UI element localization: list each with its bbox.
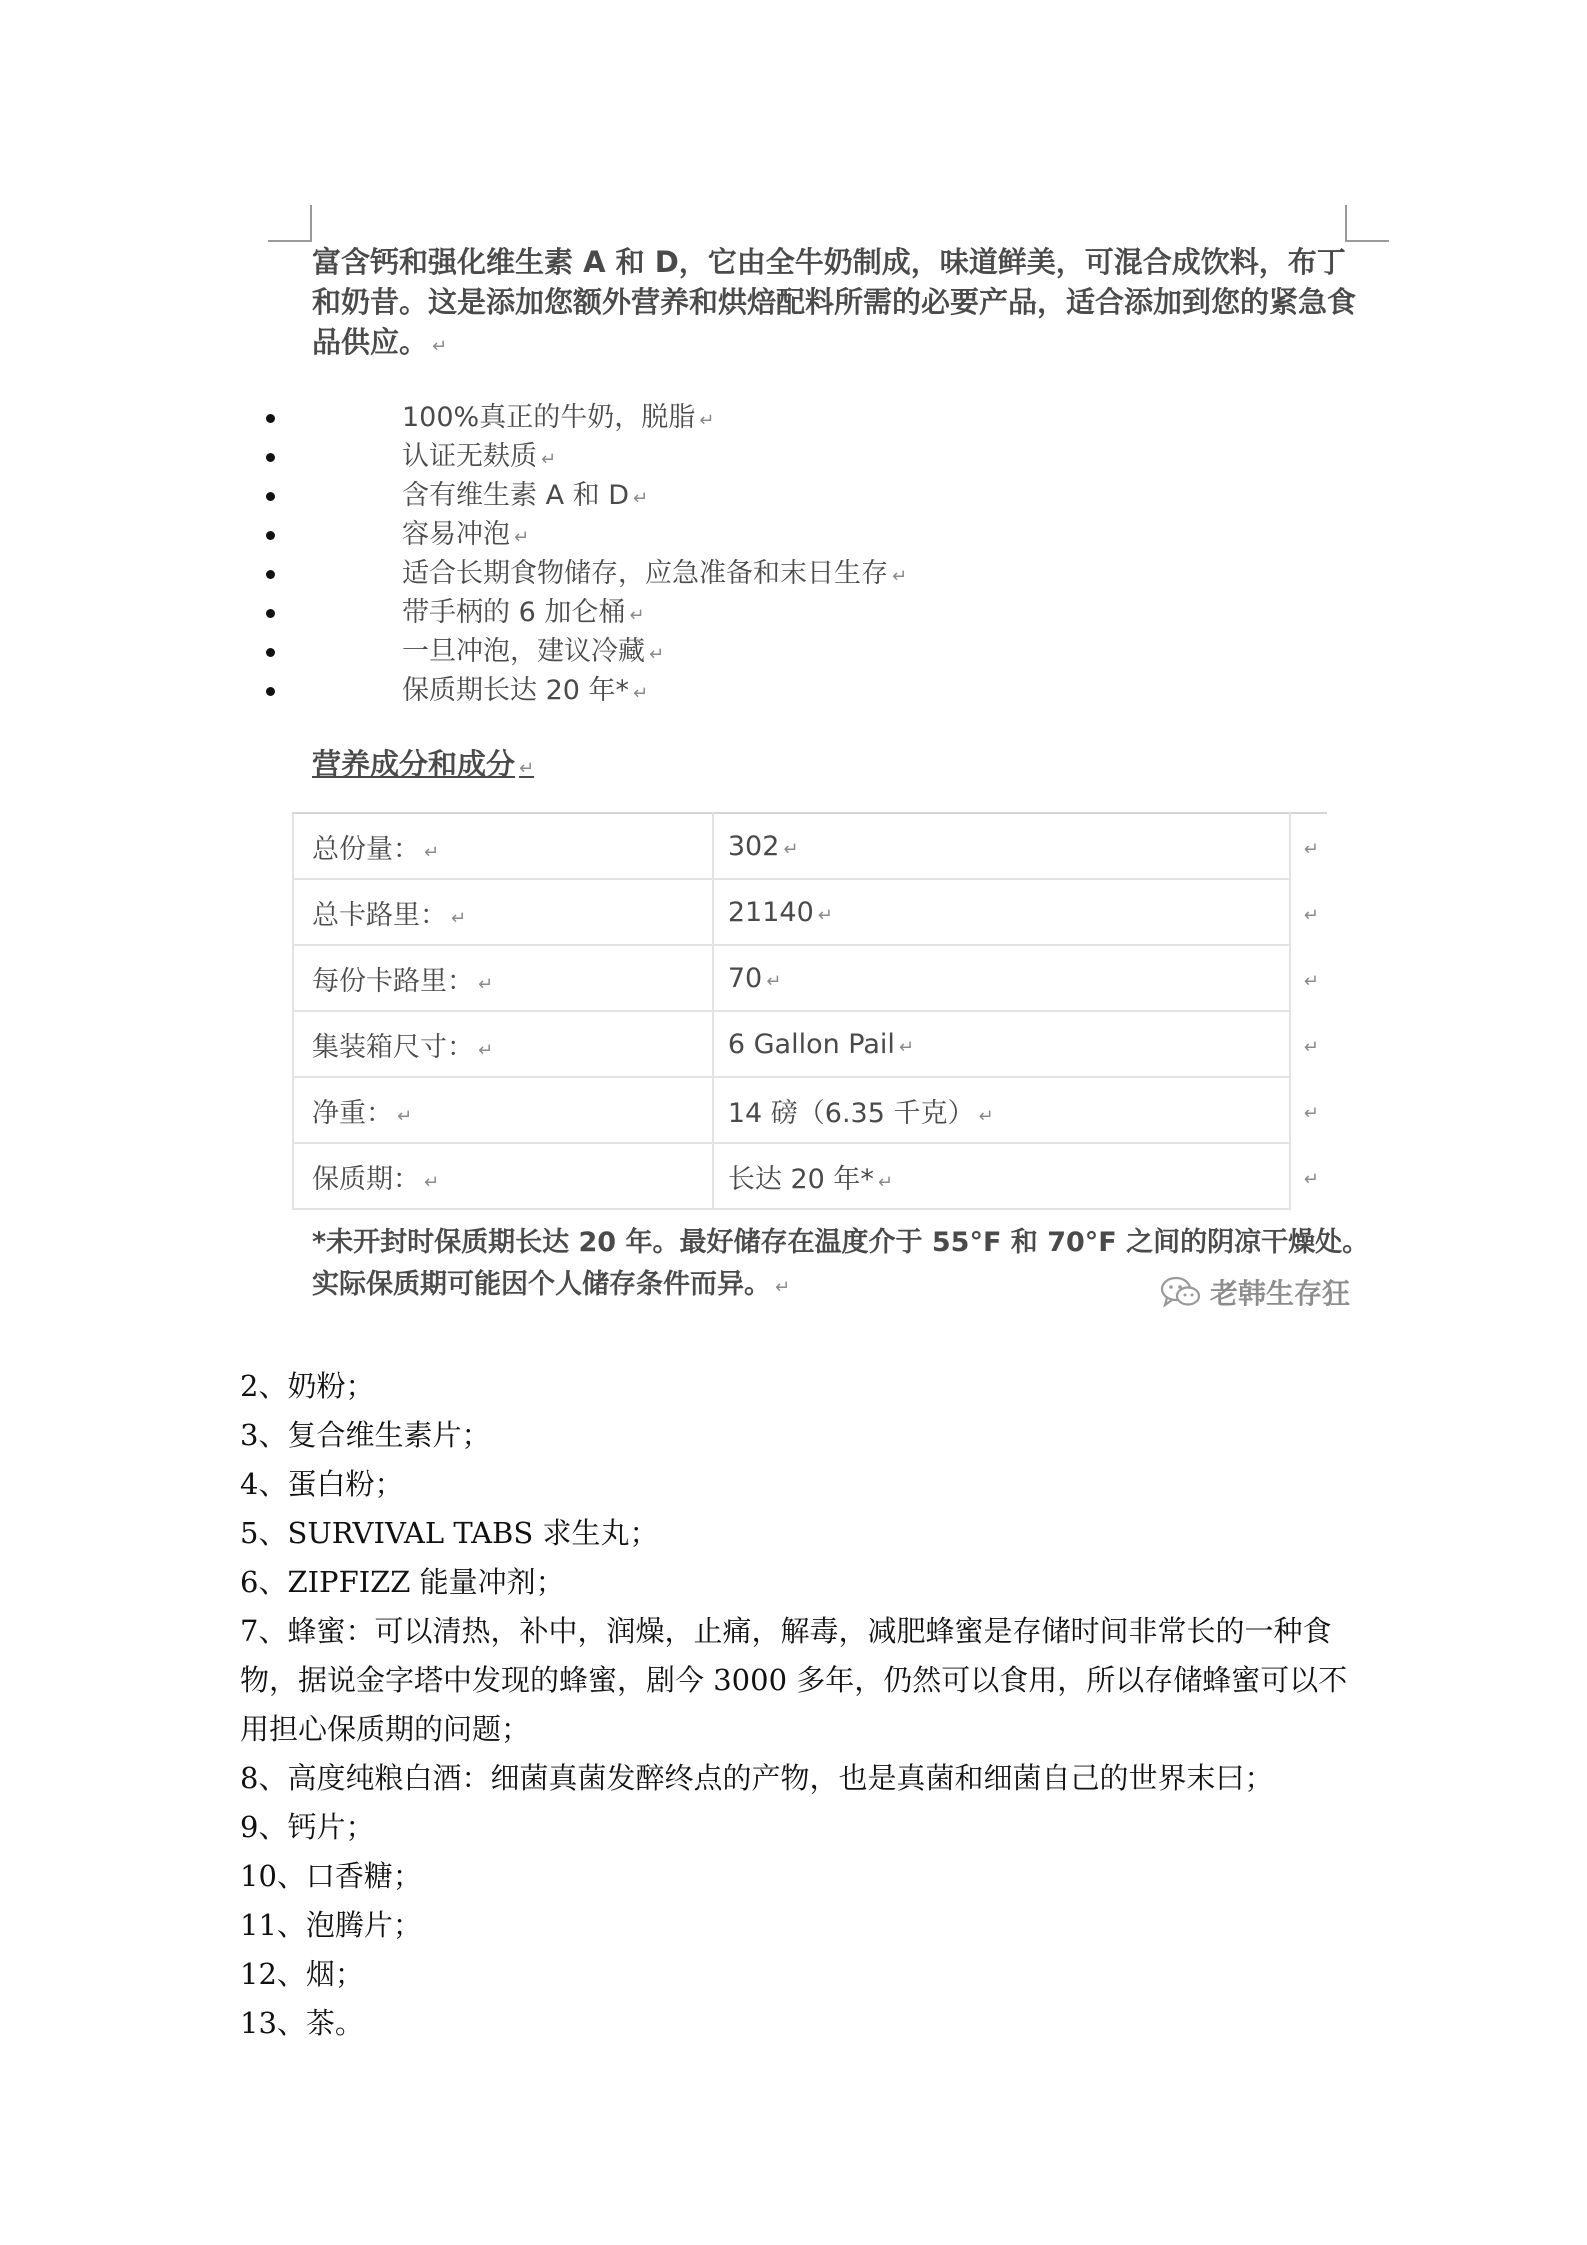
paragraph-mark: ↵ [478,1039,494,1061]
row-label-text: 总份量： [312,833,420,865]
paragraph-mark: ↵ [432,336,448,357]
paragraph-mark: ↵ [1303,970,1319,992]
feature-text: 保质期长达 20 年* [402,675,630,706]
feature-item [262,554,1362,593]
paragraph-mark: ↵ [424,841,440,863]
table-row [293,813,1327,879]
paragraph-mark: ↵ [541,449,557,470]
feature-list [262,398,1362,710]
list-item: 4、蛋白粉； [240,1467,404,1501]
intro-text: 富含钙和强化维生素 A 和 D，它由全牛奶制成，味道鲜美，可混合成饮料，布丁和奶昔。这是添加您额外营养和烘焙配料所需的必要产品，适合添加到您的紧急食品供应。 [312,245,1357,359]
watermark-text: 老韩生存狂 [1210,1277,1351,1310]
paragraph-mark: ↵ [766,970,782,992]
paragraph-mark: ↵ [424,1171,440,1193]
row-value [713,945,1291,1011]
paragraph-mark: ↵ [877,1171,893,1193]
bullet-icon [266,453,275,462]
row-label-text: 集装箱尺寸： [312,1031,474,1063]
list-item: 2、奶粉； [240,1369,375,1403]
bullet-icon [266,414,275,423]
bullet-icon [266,570,275,579]
paragraph-mark: ↵ [633,683,649,704]
row-label [293,1011,713,1077]
row-end-mark [1290,879,1327,945]
row-end-mark [1290,1077,1327,1143]
row-value-text: 长达 20 年* [727,1163,874,1195]
paragraph-mark: ↵ [649,644,665,665]
intro-paragraph [312,242,1362,367]
footnote-text: *未开封时保质期长达 20 年。最好储存在温度介于 55°F 和 70°F 之间的阴凉干燥处。实际保质期可能因个人储存条件而异。 [312,1227,1370,1300]
list-item: 11、泡腾片； [240,1908,422,1942]
list-item: 8、高度纯粮白酒：细菌真菌发醉终点的产物，也是真菌和细菌自己的世界末曰； [240,1761,1274,1795]
table-row [293,1143,1327,1209]
feature-item [262,671,1362,710]
paragraph-mark: ↵ [898,1036,915,1058]
paragraph-mark: ↵ [1303,839,1319,860]
row-value [713,1011,1291,1077]
feature-text: 容易冲泡 [402,519,510,550]
bullet-icon [266,648,275,657]
row-label [293,813,713,879]
row-value-text: 14 磅（6.35 千克） [727,1097,975,1129]
paragraph-mark: ↵ [1303,1102,1319,1124]
feature-item [262,476,1362,515]
bullet-icon [266,687,275,696]
feature-item [262,515,1362,554]
paragraph-mark: ↵ [519,758,535,779]
row-value-text: 21140 [727,896,814,928]
row-end-mark [1290,1143,1327,1209]
list-item: 6、ZIPFIZZ 能量冲剂； [240,1565,565,1599]
table-row [293,1011,1327,1077]
paragraph-mark: ↵ [1303,1036,1319,1058]
list-item: 13、茶。 [240,2006,364,2040]
row-label [293,945,713,1011]
paragraph-mark: ↵ [514,527,530,548]
wechat-icon [1160,1275,1202,1309]
feature-item [262,593,1362,632]
bullet-icon [266,609,275,618]
row-value [713,1077,1291,1143]
row-label-text: 总卡路里： [312,899,447,931]
row-label-text: 净重： [312,1097,393,1129]
paragraph-mark: ↵ [783,838,799,860]
row-value-text: 6 Gallon Pail [727,1028,895,1060]
row-label-text: 保质期： [312,1163,420,1195]
bullet-icon [266,531,275,540]
paragraph-mark: ↵ [775,1277,791,1298]
paragraph-mark: ↵ [1303,904,1319,926]
feature-item [262,632,1362,671]
paragraph-mark: ↵ [629,605,645,626]
list-item: 9、钙片； [240,1810,375,1844]
nutrition-table [292,812,1327,1210]
feature-text: 含有维生素 A 和 D [402,480,630,511]
list-item: 7、蜂蜜：可以清热，补中，润燥，止痛，解毒，减肥蜂蜜是存储时间非常长的一种食物，据说金字塔中发现的蜂蜜，剧今 3000 多年，仍然可以食用，所以存储蜂蜜可以不用担心保质期的问题； [240,1614,1348,1746]
paragraph-mark: ↵ [699,410,715,431]
feature-item [262,398,1362,437]
row-end-mark [1290,945,1327,1011]
feature-text: 带手柄的 6 加仑桶 [402,597,626,628]
feature-item [262,437,1362,476]
list-item: 5、SURVIVAL TABS 求生丸； [240,1516,659,1550]
list-item: 10、口香糖； [240,1859,422,1893]
row-value-text: 302 [727,830,780,862]
watermark [1160,1272,1350,1312]
row-label-text: 每份卡路里： [312,965,474,997]
paragraph-mark: ↵ [1303,1168,1319,1190]
paragraph-mark: ↵ [817,904,833,926]
paragraph-mark: ↵ [397,1105,413,1127]
row-label [293,1143,713,1209]
bullet-icon [266,492,275,501]
paragraph-mark: ↵ [478,973,494,995]
row-value-text: 70 [727,962,763,994]
table-row [293,1077,1327,1143]
list-item: 3、复合维生素片； [240,1418,491,1452]
table-row [293,945,1327,1011]
row-end-mark [1290,1011,1327,1077]
paragraph-mark: ↵ [633,488,649,509]
row-end-mark [1290,813,1327,879]
feature-text: 一旦冲泡，建议冷藏 [402,636,645,667]
feature-text: 100%真正的牛奶，脱脂 [402,402,696,433]
row-value [713,879,1291,945]
row-label [293,879,713,945]
paragraph-mark: ↵ [892,566,908,587]
row-value [713,813,1291,879]
feature-text: 适合长期食物储存，应急准备和末日生存 [402,558,888,589]
table-row [293,879,1327,945]
feature-text: 认证无麸质 [402,441,537,472]
paragraph-mark: ↵ [451,907,467,929]
row-label [293,1077,713,1143]
nutrition-heading [312,742,534,783]
row-value [713,1143,1291,1209]
paragraph-mark: ↵ [978,1105,994,1127]
nutrition-title: 营养成分和成分 [312,747,516,781]
list-item: 12、烟； [240,1957,364,1991]
supply-list [240,1362,1355,2048]
